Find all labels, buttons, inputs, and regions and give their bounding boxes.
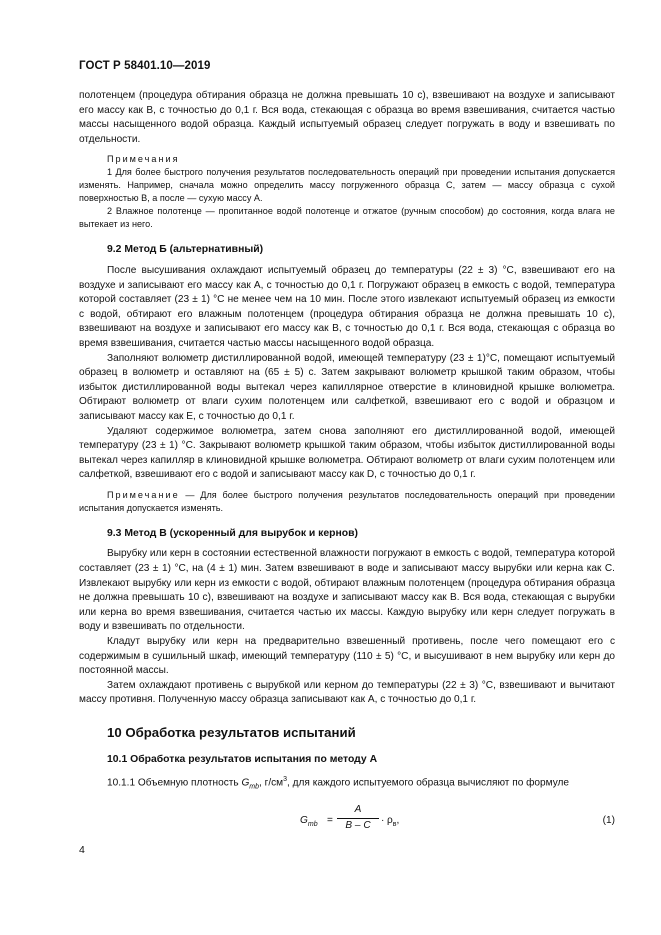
formula-lhs: $G_{mb}$	[300, 815, 318, 829]
formula-numerator: A	[337, 803, 379, 819]
paragraph: Вырубку или керн в состоянии естественной влажности погружают в емкость с водой, температура которой составляет (23 ± 1) °C, на (4 ± 1) мин. Затем взвешивают в воде и записывают массу вырубки или керна как C. Извлекают вырубку или керн из емкости с водой, обтирают влажным полотенцем (процедура обтирания образца не должна превышать 10 с), взвешивают на воздухе и записывают массу как B. Вся вода, стекающая с вырубки или керна во время взвешивания, считается частью их массы. Каждую вырубку или керн следует погружать в воду и взвешивать по отдельности.	[79, 548, 615, 633]
formula-number: (1)	[602, 815, 615, 827]
note-2: 2 Влажное полотенце — пропитанное водой полотенце и отжатое (ручным способом) до состояния, когда влага не вытекает из него.	[79, 206, 615, 230]
note-1: 1 Для более быстрого получения результатов последовательность операций при проведении испытания допускается изменять. Например, сначала можно определить массу погруженного образца C, затем — массу образца с сухой поверхностью B, а после — сухую массу A.	[79, 167, 615, 204]
paragraph: полотенцем (процедура обтирания образца не должна превышать 10 с), взвешивают на воздухе и записывают его массу как B, с точностью до 0,1 г. Вся вода, стекающая с образца во время взвешивания, считается частью массы насыщенного водой образца. Каждый испытуемый образец следует погружать в воду и взвешивать по отдельности.	[79, 90, 615, 145]
page-body	[79, 89, 615, 841]
paragraph: Заполняют волюметр дистиллированной водой, имеющей температуру (23 ± 1)°C, помещают испытуемый образец в волюметр и оставляют на (65 ± 5) с. Затем закрывают волюметр крышкой таким образом, чтобы избыток дистиллированной воды вытекал через капиллярное отверстие в клиновидной крышке волюметра. Обтирают волюметр от влаги сухим полотенцем или салфеткой, взвешивают его с водой и образцом и записывают массу как E, с точностью до 0,1 г.	[79, 352, 615, 422]
formula-density: $\rho_в$,	[387, 815, 400, 829]
section-heading-9-3: 9.3 Метод В (ускоренный для вырубок и кернов)	[107, 527, 358, 539]
section-heading-10-1: 10.1 Обработка результатов испытания по методу А	[107, 753, 378, 765]
document-header: ГОСТ Р 58401.10—2019	[79, 60, 211, 72]
formula-denominator: B – C	[345, 819, 371, 831]
paragraph-10-1-1: 10.1.1 Объемную плотность $G_{mb}$, $г/см^3$, для каждого испытуемого образца вычисляют по формуле	[107, 776, 570, 791]
paragraph: После высушивания охлаждают испытуемый образец до температуры (22 ± 3) °C, взвешивают его на воздухе и записывают его массу как A, с точностью до 0,1 г. Погружают образец в емкость с водой, температура которой составляет (23 ± 1) °C не менее чем на 10 мин. После этого извлекают испытуемый образец из емкости с водой, обтирают его влажным полотенцем (процедура обтирания образца не должна превышать 10 с), взвешивают на воздухе и записывают его массу как B, с точностью до 0,1 г. Вся вода, стекающая с образца во время взвешивания, считается частью массы насыщенного водой образца.	[79, 264, 615, 349]
note-single: Примечание — Для более быстрого получения результатов последовательность операций при проведении испытания допускается изменять.	[79, 489, 615, 513]
formula-fraction	[337, 803, 379, 833]
page-number: 4	[79, 844, 85, 856]
section-heading-9-2: 9.2 Метод Б (альтернативный)	[107, 244, 264, 256]
section-heading-10: 10 Обработка результатов испытаний	[107, 725, 356, 740]
paragraph: Кладут вырубку или керн на предварительно взвешенный противень, после чего помещают его с содержимым в сушильный шкаф, имеющий температуру (110 ± 5) °C, и высушивают в нем вырубку или керн до постоянной массы.	[79, 636, 615, 677]
notes-label: Примечания	[107, 154, 180, 165]
paragraph: Удаляют содержимое волюметра, затем снова заполняют его дистиллированной водой, имеющей температуру (23 ± 1) °C. Закрывают волюметр крышкой таким образом, чтобы избыток дистиллированной воды вытекал через капилляр в клиновидной крышке волюметра. Обтирают волюметр от влаги сухим полотенцем или салфеткой, взвешивают его с водой и записывают массу как D, с точностью до 0,1 г.	[79, 425, 615, 481]
formula-dot: ·	[381, 815, 385, 827]
formula-1	[79, 803, 615, 841]
formula-equals: =	[327, 815, 333, 827]
paragraph: Затем охлаждают противень с вырубкой или керном до температуры (22 ± 3) °C, взвешивают и вычитают массу противня. Полученную массу образца записывают как A, с точностью до 0,1 г.	[79, 679, 615, 706]
